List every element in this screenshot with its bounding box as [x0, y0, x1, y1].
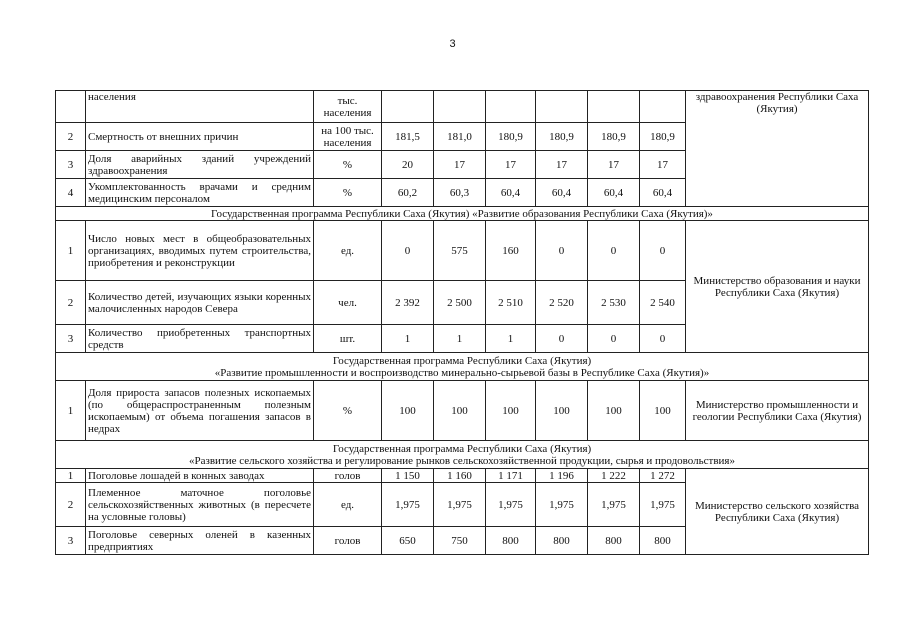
- unit: голов: [314, 527, 382, 555]
- indicator-name: Племенное маточное поголовье сельскохозяйственных животных (в пересчете на условные головы): [86, 483, 314, 527]
- responsible-ministry: Министерство сельского хозяйства Республики Саха (Якутия): [686, 469, 869, 555]
- indicator-name: Поголовье северных оленей в казенных предприятиях: [86, 527, 314, 555]
- value-cell: 160: [486, 221, 536, 281]
- value-cell: 17: [588, 151, 640, 179]
- value-cell: 100: [536, 381, 588, 441]
- value-cell: 1,975: [536, 483, 588, 527]
- value-cell: 100: [434, 381, 486, 441]
- value-cell: 100: [640, 381, 686, 441]
- program-title-line: «Развитие промышленности и воспроизводство минерально-сырьевой базы в Республике Саха (Якутия)»: [214, 366, 710, 379]
- value-cell: 2 500: [434, 281, 486, 325]
- value-cell: 1 171: [486, 469, 536, 483]
- indicator-name: Смертность от внешних причин: [86, 123, 314, 151]
- value-cell: 0: [640, 325, 686, 353]
- value-cell: [486, 91, 536, 123]
- value-cell: 100: [588, 381, 640, 441]
- indicator-name: Доля прироста запасов полезных ископаемых (по общераспространенным полезным ископаемым) от объема погашения запасов в недрах: [86, 381, 314, 441]
- unit: %: [314, 381, 382, 441]
- value-cell: 2 530: [588, 281, 640, 325]
- value-cell: 0: [536, 325, 588, 353]
- value-cell: 2 520: [536, 281, 588, 325]
- row-number: 4: [56, 179, 86, 207]
- row-number: 2: [56, 281, 86, 325]
- value-cell: 60,4: [536, 179, 588, 207]
- unit: чел.: [314, 281, 382, 325]
- table-row: [56, 221, 869, 281]
- value-cell: 180,9: [536, 123, 588, 151]
- value-cell: 60,4: [486, 179, 536, 207]
- program-title-line: Государственная программа Республики Саха (Якутия): [332, 442, 592, 455]
- unit: голов: [314, 469, 382, 483]
- value-cell: [640, 91, 686, 123]
- value-cell: 17: [536, 151, 588, 179]
- indicator-name: Доля аварийных зданий учреждений здравоохранения: [86, 151, 314, 179]
- row-number: 2: [56, 123, 86, 151]
- value-cell: 800: [588, 527, 640, 555]
- row-number: 3: [56, 325, 86, 353]
- row-number: 1: [56, 221, 86, 281]
- program-title-line: Государственная программа Республики Саха (Якутия): [332, 354, 592, 367]
- value-cell: 650: [382, 527, 434, 555]
- section-title-row: [56, 207, 869, 221]
- page-number: 3: [449, 38, 456, 50]
- responsible-ministry: здравоохранения Республики Саха (Якутия): [686, 91, 869, 207]
- value-cell: 1,975: [434, 483, 486, 527]
- row-number: 2: [56, 483, 86, 527]
- value-cell: 17: [434, 151, 486, 179]
- value-cell: [536, 91, 588, 123]
- value-cell: 60,3: [434, 179, 486, 207]
- value-cell: [382, 91, 434, 123]
- value-cell: 100: [486, 381, 536, 441]
- row-number: 3: [56, 527, 86, 555]
- value-cell: 181,0: [434, 123, 486, 151]
- value-cell: 60,4: [640, 179, 686, 207]
- value-cell: 1 160: [434, 469, 486, 483]
- value-cell: 20: [382, 151, 434, 179]
- unit: ед.: [314, 483, 382, 527]
- value-cell: 2 510: [486, 281, 536, 325]
- value-cell: 2 540: [640, 281, 686, 325]
- value-cell: 800: [640, 527, 686, 555]
- row-number: 1: [56, 469, 86, 483]
- table-row: [56, 381, 869, 441]
- value-cell: 1,975: [382, 483, 434, 527]
- value-cell: 2 392: [382, 281, 434, 325]
- row-number: 3: [56, 151, 86, 179]
- program-title: Государственная программа Республики Саха (Якутия) «Развитие образования Республики Саха (Якутия)»: [56, 207, 869, 221]
- indicator-name: Поголовье лошадей в конных заводах: [86, 469, 314, 483]
- value-cell: 1: [486, 325, 536, 353]
- value-cell: 1: [434, 325, 486, 353]
- value-cell: 800: [486, 527, 536, 555]
- value-cell: 60,2: [382, 179, 434, 207]
- unit: шт.: [314, 325, 382, 353]
- value-cell: [588, 91, 640, 123]
- unit: %: [314, 179, 382, 207]
- unit: ед.: [314, 221, 382, 281]
- row-number: [56, 91, 86, 123]
- value-cell: 100: [382, 381, 434, 441]
- value-cell: 180,9: [486, 123, 536, 151]
- indicator-name: Количество детей, изучающих языки коренных малочисленных народов Севера: [86, 281, 314, 325]
- value-cell: 60,4: [588, 179, 640, 207]
- responsible-ministry: Министерство образования и науки Республики Саха (Якутия): [686, 221, 869, 353]
- value-cell: 0: [536, 221, 588, 281]
- value-cell: 180,9: [640, 123, 686, 151]
- indicator-name: населения: [86, 91, 314, 123]
- program-title: [56, 353, 869, 381]
- value-cell: 0: [640, 221, 686, 281]
- value-cell: 0: [588, 325, 640, 353]
- value-cell: 180,9: [588, 123, 640, 151]
- row-number: 1: [56, 381, 86, 441]
- responsible-ministry: Министерство промышленности и геологии Республики Саха (Якутия): [686, 381, 869, 441]
- value-cell: 0: [588, 221, 640, 281]
- program-title-line: «Развитие сельского хозяйства и регулирование рынков сельскохозяйственной продукции, сырья и продовольствия»: [189, 454, 735, 467]
- table-row: [56, 469, 869, 483]
- value-cell: 1 150: [382, 469, 434, 483]
- unit: тыс. населения: [314, 91, 382, 123]
- value-cell: 750: [434, 527, 486, 555]
- value-cell: 1,975: [486, 483, 536, 527]
- section-title-row: [56, 353, 869, 381]
- value-cell: 1: [382, 325, 434, 353]
- indicator-name: Число новых мест в общеобразовательных организациях, вводимых путем строительства, приобретения и реконструкции: [86, 221, 314, 281]
- value-cell: 575: [434, 221, 486, 281]
- value-cell: 1 272: [640, 469, 686, 483]
- value-cell: 1 222: [588, 469, 640, 483]
- indicator-name: Укомплектованность врачами и средним медицинским персоналом: [86, 179, 314, 207]
- section-title-row: [56, 441, 869, 469]
- value-cell: 1,975: [588, 483, 640, 527]
- value-cell: 1,975: [640, 483, 686, 527]
- value-cell: 0: [382, 221, 434, 281]
- value-cell: 1 196: [536, 469, 588, 483]
- table-row: [56, 91, 869, 123]
- value-cell: 181,5: [382, 123, 434, 151]
- value-cell: [434, 91, 486, 123]
- value-cell: 17: [486, 151, 536, 179]
- program-title: [56, 441, 869, 469]
- unit: %: [314, 151, 382, 179]
- unit: на 100 тыс. населения: [314, 123, 382, 151]
- indicator-name: Количество приобретенных транспортных средств: [86, 325, 314, 353]
- indicators-table: [55, 90, 869, 555]
- value-cell: 800: [536, 527, 588, 555]
- value-cell: 17: [640, 151, 686, 179]
